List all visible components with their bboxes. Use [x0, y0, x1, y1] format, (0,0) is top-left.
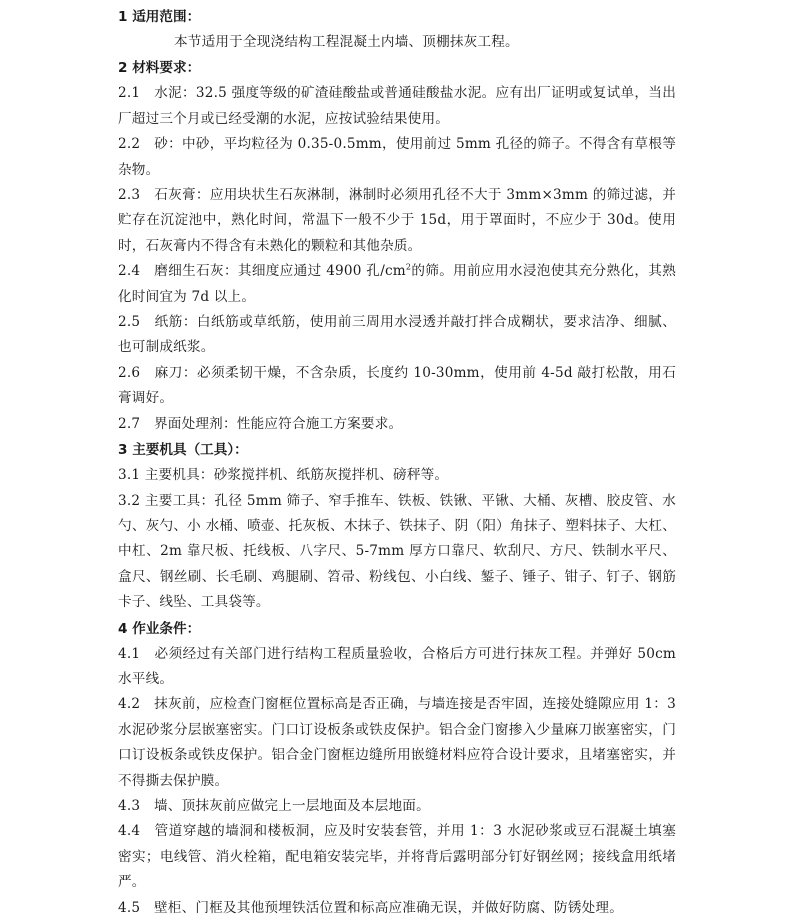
section-1-heading: 1 适用范围： — [118, 9, 201, 25]
item-2-4-text-b: 的筛。用前应用水浸泡使其充分熟化，其熟化时间宜为 7d 以上。 — [118, 263, 676, 305]
item-2-2: 2.2 砂：中砂，平均粒径为 0.35-0.5mm，使用前过 5mm 孔径的筛子。不得含有草根等杂物。 — [118, 136, 676, 178]
section-1-body: 本节适用于全现浇结构工程混凝土内墙、顶棚抹灰工程。 — [174, 34, 519, 50]
section-2-heading: 2 材料要求： — [118, 60, 201, 77]
section-4-heading: 4 作业条件： — [118, 620, 201, 637]
item-2-5: 2.5 纸筋：白纸筋或草纸筋，使用前三周用水浸透并敲打拌合成糊状，要求洁净、细腻、也可制成纸浆。 — [118, 314, 676, 356]
item-4-3: 4.3 墙、顶抹灰前应做完上一层地面及本层地面。 — [118, 797, 430, 814]
item-2-3: 2.3 石灰膏：应用块状生石灰淋制，淋制时必须用孔径不大于 3mm×3mm 的筛过滤，并贮存在沉淀池中，熟化时间，常温下一般不少于 15d，用于罩面时，不应少于 30d。使用时，石灰膏内不得含有未熟化的颗粒和其他杂质。 — [118, 187, 676, 254]
item-2-4-superscript: 2 — [405, 262, 412, 272]
section-3-heading: 3 主要机具（工具）： — [118, 442, 248, 459]
item-2-6: 2.6 麻刀：必须柔韧干燥，不含杂质，长度约 10-30mm，使用前 4-5d 敲打松散，用石膏调好。 — [118, 364, 676, 407]
item-2-4-text-a: 2.4 磨细生石灰：其细度应通过 4900 孔/cm — [118, 263, 406, 280]
item-4-5: 4.5 壁柜、门框及其他预埋铁活位置和标高应准确无误，并做好防腐、防锈处理。 — [118, 899, 623, 916]
item-2-4 — [118, 259, 676, 310]
item-3-1: 3.1 主要机具：砂浆搅拌机、纸筋灰搅拌机、磅秤等。 — [118, 467, 449, 484]
item-4-2: 4.2 抹灰前，应检查门窗框位置标高是否正确，与墙连接是否牢固，连接处缝隙应用 1：3 水泥砂浆分层嵌塞密实。门口订设板条或铁皮保护。铝合金门窗掺入少量麻刀嵌塞密实，门口订设板条或铁皮保护。铝合金门窗框边缝所用嵌缝材料应符合设计要求，且堵塞密实，并不得撕去保护膜。 — [118, 696, 676, 789]
item-3-2: 3.2 主要工具：孔径 5mm 筛子、窄手推车、铁板、铁锹、平锹、大桶、灰槽、胶皮管、水勺、灰勺、小 水桶、喷壶、托灰板、木抹子、铁抹子、阴（阳）角抹子、塑料抹子、大杠、中杠、2m 靠尺板、托线板、八字尺、5-7mm 厚方口靠尺、软刮尺、方尺、铁制水平尺、盒尺、钢丝刷、长毛刷、鸡腿刷、笤帚、粉线包、小白线、錾子、锤子、钳子、钉子、钢筋卡子、线坠、工具袋等。 — [118, 492, 676, 611]
item-4-4: 4.4 管道穿越的墙洞和楼板洞，应及时安装套管，并用 1：3 水泥砂浆或豆石混凝土填塞密实；电线管、消火栓箱，配电箱安装完毕，并将背后露明部分钉好钢丝网；接线盒用纸堵严。 — [118, 823, 676, 891]
item-2-7: 2.7 界面处理剂：性能应符合施工方案要求。 — [118, 415, 403, 432]
item-2-1: 2.1 水泥：32.5 强度等级的矿渣硅酸盐或普通硅酸盐水泥。应有出厂证明或复试单，当出厂超过三个月或已经受潮的水泥，应按试验结果使用。 — [118, 85, 676, 127]
item-4-1: 4.1 必须经过有关部门进行结构工程质量验收，合格后方可进行抹灰工程。并弹好 50cm 水平线。 — [118, 645, 676, 687]
